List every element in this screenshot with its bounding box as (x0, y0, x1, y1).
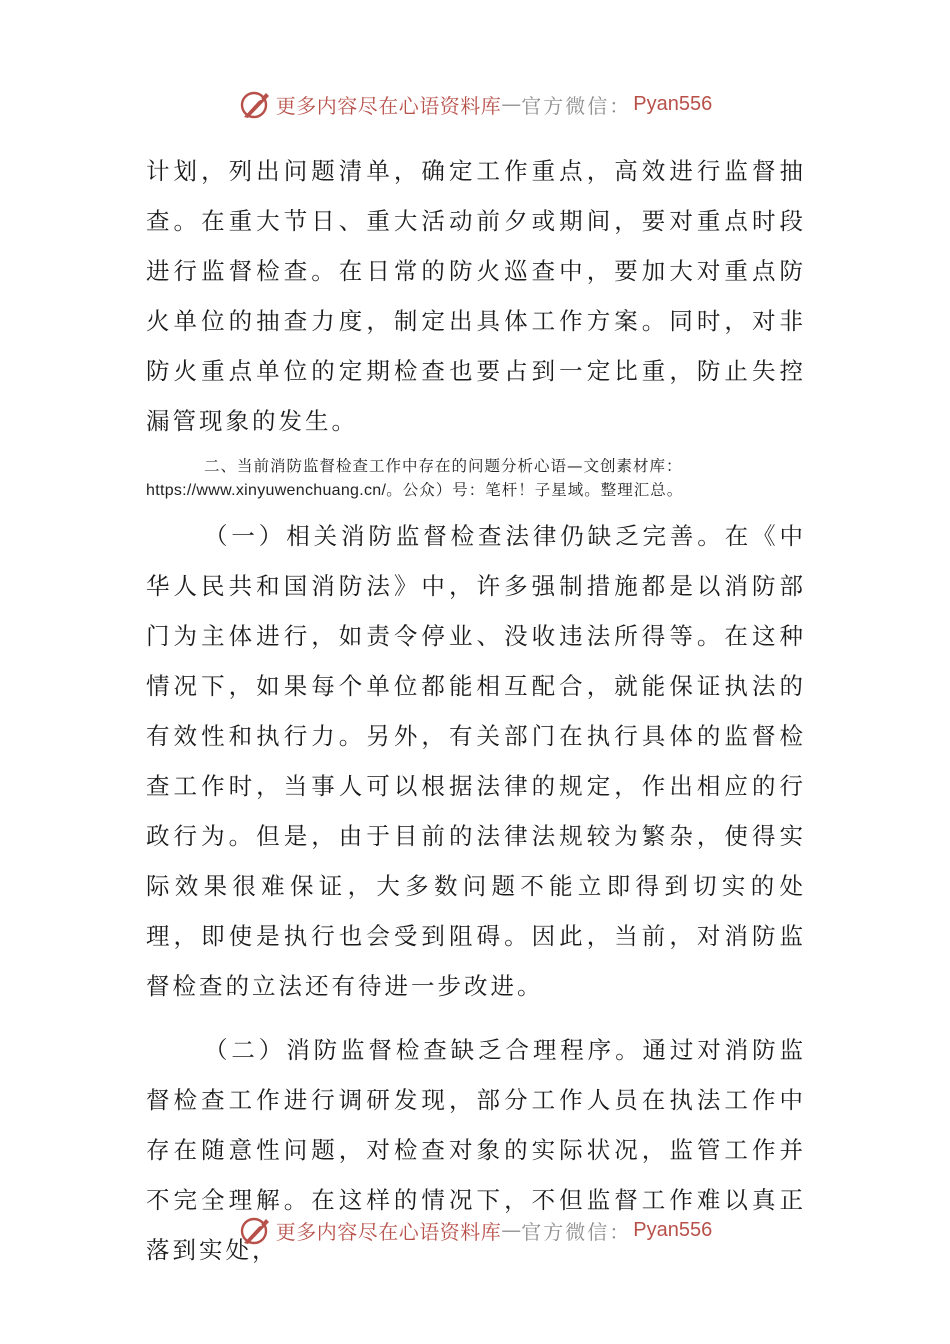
pen-circle-logo-icon (238, 1213, 272, 1247)
paragraph-two: （二）消防监督检查缺乏合理程序。通过对消防监督检查工作进行调研发现，部分工作人员在执法工作中存在随意性问题，对检查对象的实际状况，监管工作并不完全理解。在这样的情况下，不但监督工作难以真正落到实处， (146, 1036, 806, 1264)
section-heading-line1: 二、当前消防监督检查工作中存在的问题分析心语—文创素材库： (204, 457, 683, 475)
header-banner (0, 84, 950, 124)
banner-wechat-id: Pyan556 (633, 92, 713, 115)
footer-banner (0, 1210, 950, 1250)
paragraph-one: （一）相关消防监督检查法律仍缺乏完善。在《中华人民共和国消防法》中，许多强制措施都是以消防部门为主体进行，如责令停业、没收违法所得等。在这种情况下，如果每个单位都能相互配合，就能保证执法的有效性和执行力。另外，有关部门在执行具体的监督检查工作时，当事人可以根据法律的规定，作出相应的行政行为。但是，由于目前的法律法规较为繁杂，使得实际效果很难保证，大多数问题不能立即得到切实的处理，即使是执行也会受到阻碍。因此，当前，对消防监督检查的立法还有待进一步改进。 (146, 522, 806, 1000)
pen-circle-logo-icon (238, 87, 272, 121)
spacer (146, 446, 806, 454)
banner-wechat-label: 官方微信： (521, 93, 632, 118)
banner-dash: — (501, 1218, 522, 1242)
banner-wechat-id: Pyan556 (633, 1218, 713, 1241)
section-heading (146, 454, 846, 503)
banner-dash: — (501, 92, 522, 116)
section-heading-line2: 。公众）号：笔杆！子星域。整理汇总。 (386, 481, 684, 499)
paragraph-continued: 计划，列出问题清单，确定工作重点，高效进行监督抽查。在重大节日、重大活动前夕或期间，要对重点时段进行监督检查。在日常的防火巡查中，要加大对重点防火单位的抽查力度，制定出具体工作方案。同时，对非防火重点单位的定期检查也要占到一定比重，防止失控漏管现象的发生。 (146, 157, 806, 435)
banner-wechat-label: 官方微信： (521, 1219, 632, 1244)
banner-brand-text: 更多内容尽在心语资料库 (275, 93, 502, 118)
banner-brand-text: 更多内容尽在心语资料库 (275, 1219, 502, 1244)
spacer (146, 1011, 806, 1025)
section-heading-url: https://www.xinyuwenchuang.cn/ (146, 482, 387, 499)
document-body (146, 146, 806, 1275)
spacer (146, 503, 806, 511)
